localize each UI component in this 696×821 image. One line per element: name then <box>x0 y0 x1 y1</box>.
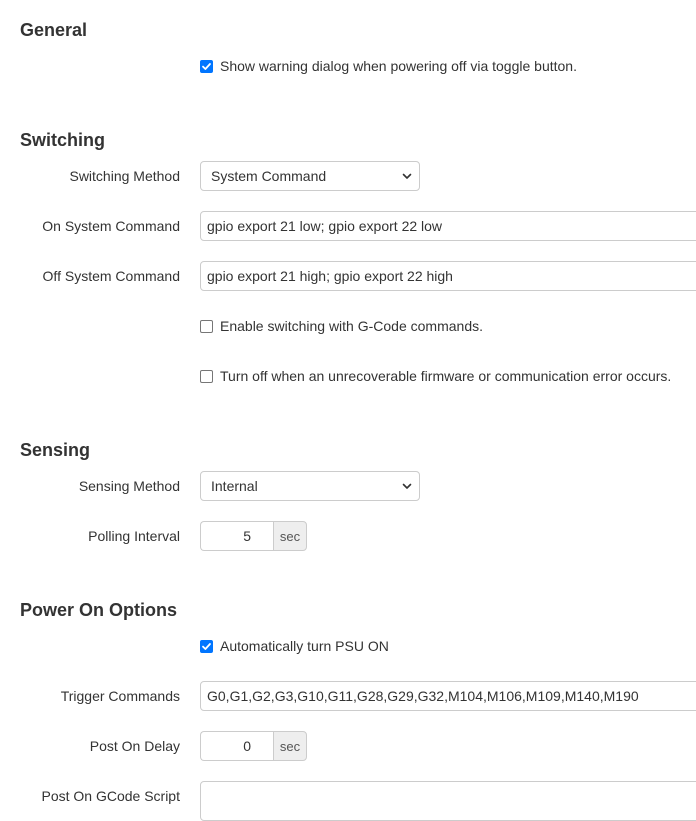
section-title-switching: Switching <box>20 130 105 150</box>
show-warning-label: Show warning dialog when powering off via toggle button. <box>220 58 577 74</box>
on-command-label: On System Command <box>42 218 180 234</box>
switching-method-select[interactable] <box>200 161 420 191</box>
sensing-method-select[interactable] <box>200 471 420 501</box>
off-command-label: Off System Command <box>42 268 180 284</box>
gcode-switching-checkbox[interactable] <box>200 320 213 333</box>
section-title-general: General <box>20 20 88 40</box>
checkmark-icon <box>201 641 212 652</box>
auto-on-checkbox[interactable] <box>200 640 213 653</box>
on-command-input[interactable]: gpio export 21 low; gpio export 22 low <box>200 211 696 241</box>
polling-interval-input[interactable]: 5 <box>200 521 273 551</box>
turn-off-on-error-checkbox-row[interactable] <box>200 366 671 386</box>
chevron-down-icon <box>402 481 412 491</box>
chevron-down-icon <box>402 171 412 181</box>
post-on-delay-input[interactable]: 0 <box>200 731 273 761</box>
post-on-delay-label: Post On Delay <box>89 738 180 754</box>
polling-interval-group <box>200 521 307 551</box>
gcode-switching-label: Enable switching with G-Code commands. <box>220 318 484 334</box>
off-command-input[interactable]: gpio export 21 high; gpio export 22 high <box>200 261 696 291</box>
post-on-gcode-script-label: Post On GCode Script <box>41 788 180 804</box>
polling-interval-label: Polling Interval <box>88 528 180 544</box>
sensing-method-value: Internal <box>211 478 258 494</box>
auto-on-checkbox-row[interactable] <box>200 636 389 656</box>
auto-on-label: Automatically turn PSU ON <box>220 638 389 654</box>
switching-method-label: Switching Method <box>69 168 180 184</box>
sensing-method-label: Sensing Method <box>78 478 180 494</box>
trigger-commands-input[interactable]: G0,G1,G2,G3,G10,G11,G28,G29,G32,M104,M106,M109,M140,M190 <box>200 681 696 711</box>
turn-off-on-error-checkbox[interactable] <box>200 370 213 383</box>
gcode-switching-checkbox-row[interactable] <box>200 316 483 336</box>
post-on-delay-unit: sec <box>273 731 307 761</box>
show-warning-checkbox-row[interactable] <box>200 56 577 76</box>
post-on-gcode-script-input[interactable] <box>200 781 696 821</box>
section-title-sensing: Sensing <box>20 440 91 460</box>
section-title-power-on: Power On Options <box>20 600 178 620</box>
checkmark-icon <box>201 61 212 72</box>
polling-interval-unit: sec <box>273 521 307 551</box>
post-on-delay-group <box>200 731 307 761</box>
show-warning-checkbox[interactable] <box>200 60 213 73</box>
trigger-commands-label: Trigger Commands <box>60 688 180 704</box>
turn-off-on-error-label: Turn off when an unrecoverable firmware or communication error occurs. <box>220 368 672 384</box>
switching-method-value: System Command <box>211 168 327 184</box>
